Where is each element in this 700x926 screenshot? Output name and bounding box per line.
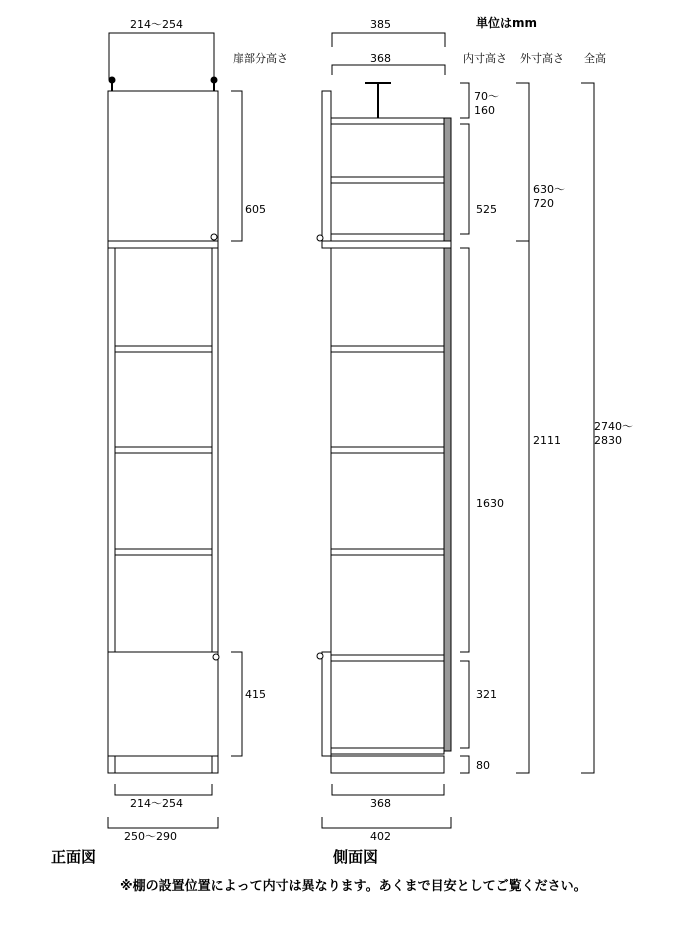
side-shelf	[331, 549, 444, 555]
side-inner-depth-bottom: 368	[370, 797, 391, 810]
total-height-header: 全高	[584, 52, 606, 65]
door-height-header: 扉部分高さ	[233, 52, 288, 65]
side-view-caption: 側面図	[333, 848, 379, 866]
inner-base: 80	[476, 759, 490, 772]
front-view-caption: 正面図	[51, 848, 97, 866]
side-plinth	[331, 756, 444, 773]
inner-middle: 1630	[476, 497, 504, 510]
inner-lower: 321	[476, 688, 497, 701]
side-shelf	[331, 655, 444, 661]
unit-label: 単位はmm	[476, 16, 538, 30]
inner-height-dimensions	[460, 83, 504, 773]
front-shelf	[115, 549, 212, 555]
inner-upper: 525	[476, 203, 497, 216]
inner-top-gap-1: 70〜	[474, 90, 499, 103]
front-outer-width: 250〜290	[124, 830, 177, 843]
side-upper-door	[322, 91, 331, 241]
outer-upper-2: 720	[533, 197, 554, 210]
inner-height-header: 内寸高さ	[463, 52, 507, 65]
outer-upper-1: 630〜	[533, 183, 565, 196]
side-shelf	[331, 447, 444, 453]
side-back-panel	[444, 118, 451, 751]
side-shelf	[331, 234, 444, 241]
side-view	[317, 18, 451, 866]
total-height-dimension	[581, 83, 633, 773]
side-top-depth: 385	[370, 18, 391, 31]
inner-top-gap-2: 160	[474, 104, 495, 117]
footnote: ※棚の設置位置によって内寸は異なります。あくまで目安としてご覧ください。	[120, 879, 587, 894]
front-plinth	[108, 756, 218, 773]
front-top-width: 214〜254	[130, 18, 183, 31]
total-height-2: 2830	[594, 434, 622, 447]
side-inner-depth-top: 368	[370, 52, 391, 65]
lower-door-height: 415	[245, 688, 266, 701]
outer-height-dimensions	[516, 83, 565, 773]
front-upper-door	[108, 91, 218, 241]
outer-height-header: 外寸高さ	[520, 52, 564, 65]
side-shelf	[331, 177, 444, 183]
side-shelf	[331, 346, 444, 352]
side-shelf	[331, 748, 444, 754]
outer-lower: 2111	[533, 434, 561, 447]
front-view	[51, 18, 266, 866]
total-height-1: 2740〜	[594, 420, 633, 433]
upper-door-height: 605	[245, 203, 266, 216]
front-shelf	[115, 447, 212, 453]
front-shelf	[115, 346, 212, 352]
side-lower-door	[322, 652, 331, 756]
side-outer-depth: 402	[370, 830, 391, 843]
front-lower-door	[108, 652, 218, 756]
front-inner-width: 214〜254	[130, 797, 183, 810]
